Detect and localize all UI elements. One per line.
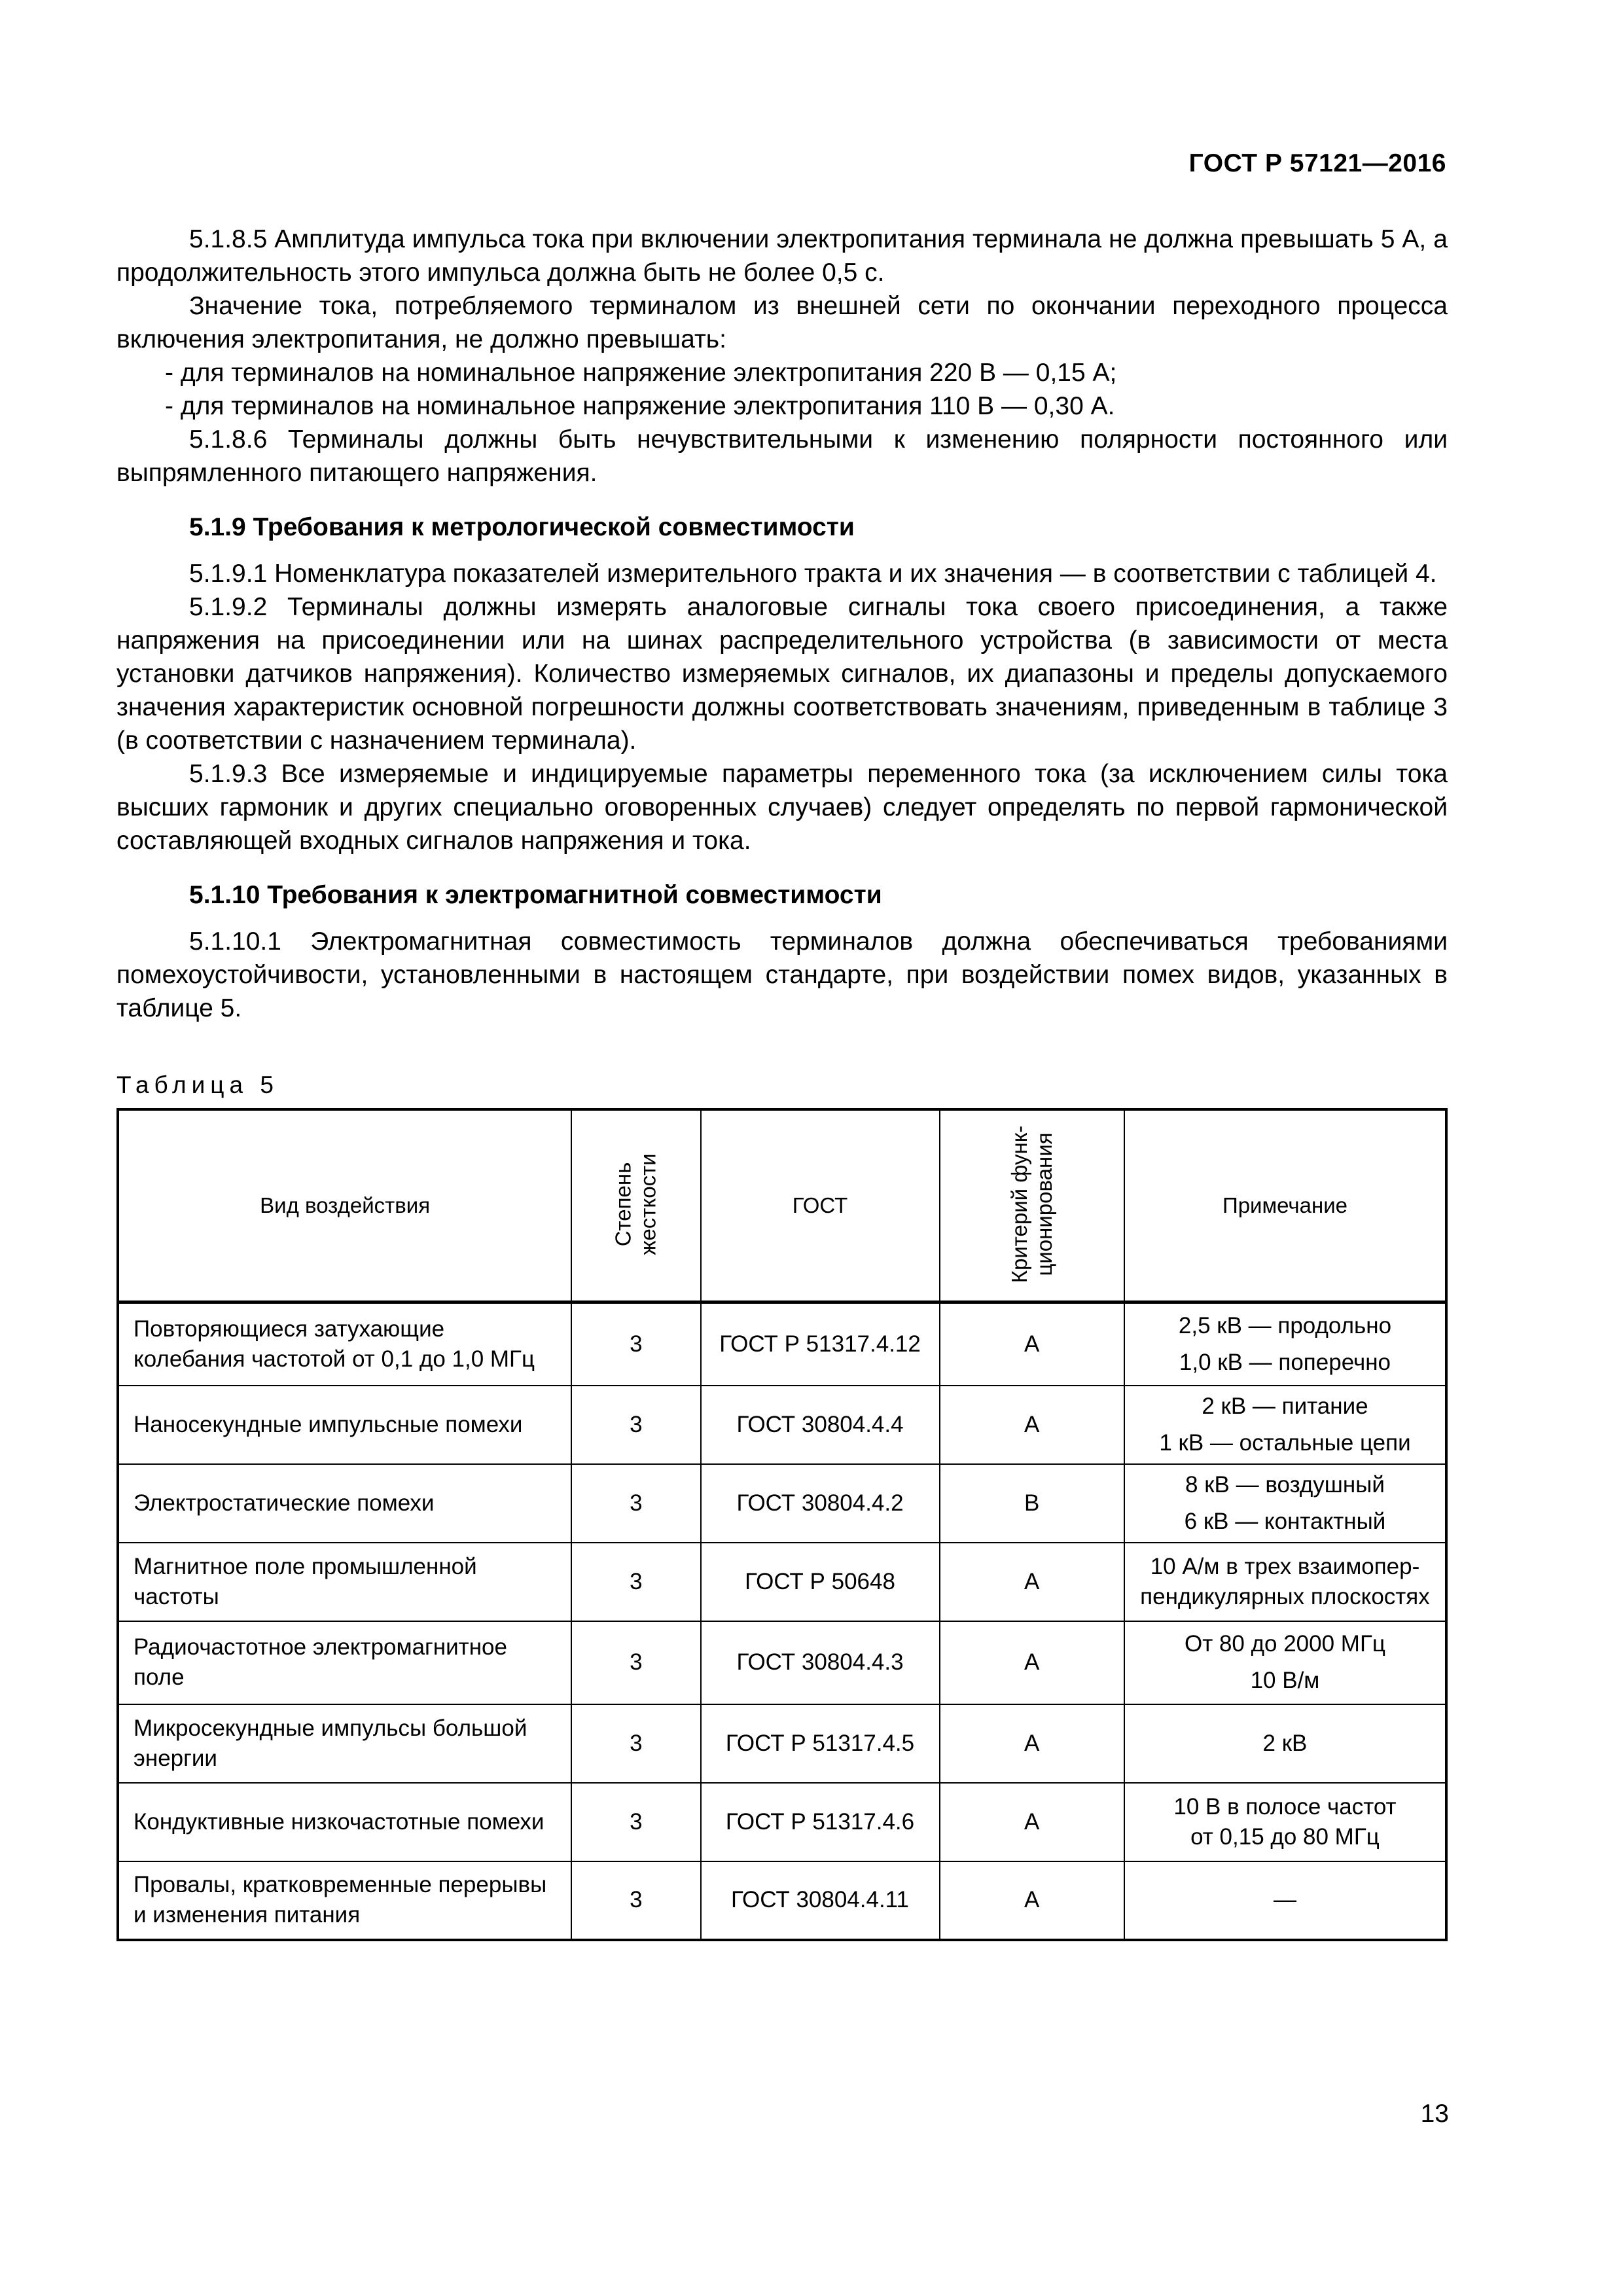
table-row	[118, 1302, 1446, 1386]
paragraph: 5.1.9.3 Все измеряемые и индицируемые параметры переменного тока (за исключением силы тока высших гармоник и других специально оговоренных случаев) следует определять по первой гармонической составляющей входных сигналов напряжения и тока.	[116, 760, 1448, 855]
cell-gost: ГОСТ Р 51317.4.12	[701, 1302, 940, 1386]
cell-effect: Повторяющиеся затухающие колебания частотой от 0,1 до 1,0 МГц	[118, 1302, 571, 1386]
table-row	[118, 1861, 1446, 1940]
header-line: жесткости	[635, 1153, 660, 1255]
table-5	[116, 1108, 1448, 1941]
section-heading: 5.1.9 Требования к метрологической совместимости	[189, 513, 855, 541]
paragraph: 5.1.8.5 Амплитуда импульса тока при включении электропитания терминала не должна превышать 5 А, а продолжительность этого импульса должна быть не более 0,5 с.	[116, 225, 1448, 287]
cell-effect: Наносекундные импульсные помехи	[118, 1386, 571, 1464]
cell-level: 3	[571, 1302, 700, 1386]
note-line: 2 кВ — питание	[1202, 1393, 1368, 1419]
cell-effect: Электростатические помехи	[118, 1464, 571, 1543]
cell-criterion: A	[940, 1386, 1124, 1464]
cell-note	[1124, 1543, 1446, 1621]
header-line: Критерий функ-	[1007, 1125, 1031, 1283]
header-note: Примечание	[1124, 1109, 1446, 1302]
cell-criterion: A	[940, 1704, 1124, 1783]
header-effect-type: Вид воздействия	[118, 1109, 571, 1302]
note-line: 1,0 кВ — поперечно	[1179, 1349, 1391, 1375]
header-line: Степень	[611, 1162, 635, 1247]
table-row	[118, 1386, 1446, 1464]
note-line: пендикулярных плоскостях	[1140, 1583, 1430, 1609]
table-header-row	[118, 1109, 1446, 1302]
cell-effect: Радиочастотное электромагнитное поле	[118, 1621, 571, 1704]
cell-effect: Кондуктивные низкочастотные помехи	[118, 1783, 571, 1861]
table-row	[118, 1464, 1446, 1543]
note-line: от 0,15 до 80 МГц	[1190, 1823, 1380, 1850]
cell-criterion: A	[940, 1543, 1124, 1621]
note-line: 1 кВ — остальные цепи	[1159, 1429, 1411, 1456]
cell-note	[1124, 1386, 1446, 1464]
cell-effect: Микросекундные импульсы большой энергии	[118, 1704, 571, 1783]
note-line: 10 В/м	[1250, 1668, 1320, 1693]
cell-gost: ГОСТ Р 51317.4.5	[701, 1704, 940, 1783]
cell-note	[1124, 1621, 1446, 1704]
cell-level: 3	[571, 1621, 700, 1704]
table-row	[118, 1783, 1446, 1861]
note-line: 10 В в полосе частот	[1173, 1793, 1397, 1820]
header-gost: ГОСТ	[701, 1109, 940, 1302]
note-line: —	[1273, 1887, 1296, 1912]
list-item: - для терминалов на номинальное напряжение электропитания 220 В — 0,15 А;	[165, 359, 1117, 387]
note-line: 8 кВ — воздушный	[1185, 1471, 1385, 1498]
table-row	[118, 1621, 1446, 1704]
cell-note	[1124, 1464, 1446, 1543]
note-line: 10 А/м в трех взаимопер-	[1150, 1553, 1420, 1579]
note-line: 6 кВ — контактный	[1184, 1508, 1386, 1534]
header-line: ционирования	[1031, 1132, 1056, 1276]
table-row	[118, 1704, 1446, 1783]
paragraph: Значение тока, потребляемого терминалом из внешней сети по окончании переходного процесса включения электропитания, не должно превышать:	[116, 292, 1448, 353]
cell-gost: ГОСТ 30804.4.3	[701, 1621, 940, 1704]
cell-note	[1124, 1783, 1446, 1861]
page-content	[116, 223, 1448, 1941]
cell-gost: ГОСТ 30804.4.4	[701, 1386, 940, 1464]
cell-gost: ГОСТ 30804.4.11	[701, 1861, 940, 1940]
cell-criterion: A	[940, 1302, 1124, 1386]
paragraph: 5.1.10.1 Электромагнитная совместимость терминалов должна обеспечиваться требованиями помехоустойчивости, установленными в настоящем стандарте, при воздействии помех видов, указанных в таблице 5.	[116, 927, 1448, 1022]
cell-level: 3	[571, 1861, 700, 1940]
cell-criterion: A	[940, 1621, 1124, 1704]
cell-gost: ГОСТ Р 51317.4.6	[701, 1783, 940, 1861]
cell-criterion: B	[940, 1464, 1124, 1543]
cell-criterion: A	[940, 1783, 1124, 1861]
note-line: От 80 до 2000 МГц	[1184, 1631, 1385, 1657]
document-id-header: ГОСТ Р 57121—2016	[1188, 149, 1446, 177]
cell-gost: ГОСТ 30804.4.2	[701, 1464, 940, 1543]
cell-criterion: A	[940, 1861, 1124, 1940]
paragraph: 5.1.8.6 Терминалы должны быть нечувствительными к изменению полярности постоянного или выпрямленного питающего напряжения.	[116, 425, 1448, 487]
header-severity-level	[571, 1109, 700, 1302]
cell-level: 3	[571, 1783, 700, 1861]
page-number: 13	[1420, 2100, 1449, 2128]
cell-note	[1124, 1861, 1446, 1940]
paragraph: 5.1.9.1 Номенклатура показателей измерительного тракта и их значения — в соответствии с таблицей 4.	[189, 560, 1437, 588]
header-criterion	[940, 1109, 1124, 1302]
table-caption: Таблица 5	[116, 1071, 279, 1098]
section-heading: 5.1.10 Требования к электромагнитной совместимости	[189, 881, 882, 909]
note-line: 2 кВ	[1262, 1730, 1308, 1756]
cell-gost: ГОСТ Р 50648	[701, 1543, 940, 1621]
paragraph: 5.1.9.2 Терминалы должны измерять аналоговые сигналы тока своего присоединения, а также напряжения на присоединении или на шинах распределительного устройства (в зависимости от места установки датчиков напряжения). Количество измеряемых сигналов, их диапазоны и пределы допускаемого значения характеристик основной погрешности должны соответствовать значениям, приведенным в таблице 3 (в соответствии с назначением терминала).	[116, 593, 1448, 755]
cell-level: 3	[571, 1464, 700, 1543]
cell-effect: Магнитное поле промышленной частоты	[118, 1543, 571, 1621]
cell-note	[1124, 1704, 1446, 1783]
cell-effect: Провалы, кратковременные перерывы и изменения питания	[118, 1861, 571, 1940]
cell-level: 3	[571, 1386, 700, 1464]
cell-note	[1124, 1302, 1446, 1386]
cell-level: 3	[571, 1704, 700, 1783]
list-item: - для терминалов на номинальное напряжение электропитания 110 В — 0,30 А.	[165, 392, 1115, 420]
table-row	[118, 1543, 1446, 1621]
cell-level: 3	[571, 1543, 700, 1621]
note-line: 2,5 кВ — продольно	[1178, 1312, 1392, 1338]
